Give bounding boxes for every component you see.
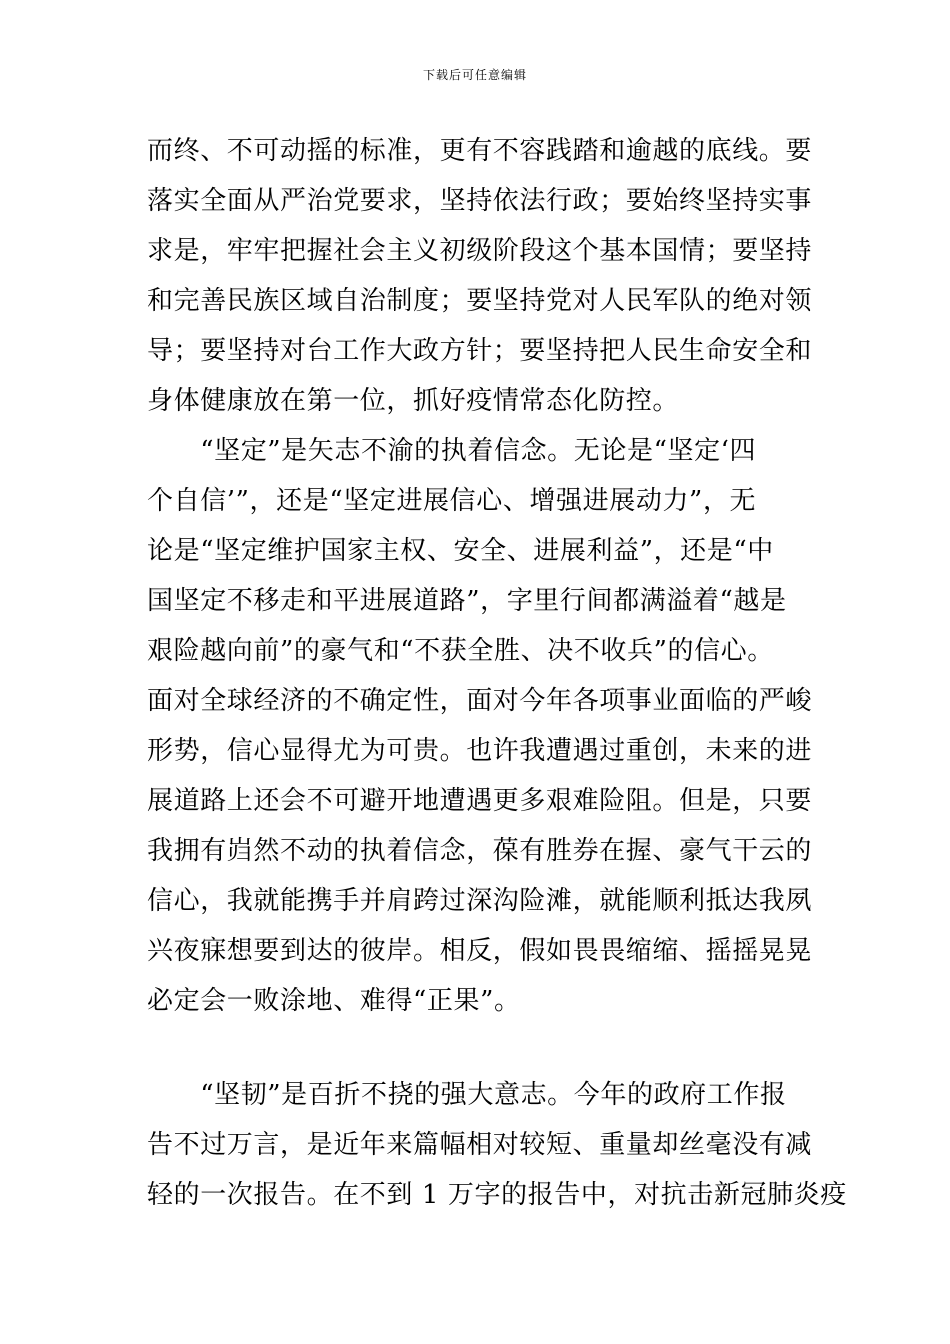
text-line: “坚韧”是百折不挠的强大意志。今年的政府工作报 <box>147 1080 787 1110</box>
text-line: 身体健康放在第一位，抓好疫情常态化防控。 <box>147 386 680 416</box>
text-line: 告不过万言，是近年来篇幅相对较短、重量却丝毫没有减 <box>147 1130 813 1160</box>
text-line: 个自信’”，还是“坚定进展信心、增强进展动力”，无 <box>147 486 757 516</box>
text-line: 形势，信心显得尤为可贵。也许我遭遇过重创，未来的进 <box>147 736 813 766</box>
text-line: 兴夜寐想要到达的彼岸。相反，假如畏畏缩缩、摇摇晃晃 <box>147 936 813 966</box>
text-line: 论是“坚定维护国家主权、安全、进展利益”，还是“中 <box>147 536 774 566</box>
text-line: 信心，我就能携手并肩跨过深沟险滩，就能顺利抵达我夙 <box>147 886 813 916</box>
text-line: 必定会一败涂地、难得“正果”。 <box>147 986 521 1016</box>
text-line: 求是，牢牢把握社会主义初级阶段这个基本国情；要坚持 <box>147 236 813 266</box>
text-line: 和完善民族区域自治制度；要坚持党对人民军队的绝对领 <box>147 286 813 316</box>
text-line: 面对全球经济的不确定性，面对今年各项事业面临的严峻 <box>147 686 813 716</box>
text-line: 艰险越向前”的豪气和“不获全胜、决不收兵”的信心。 <box>147 636 774 666</box>
text-line: “坚定”是矢志不渝的执着信念。无论是“坚定‘四 <box>147 436 757 466</box>
text-line: 落实全面从严治党要求，坚持依法行政；要始终坚持实事 <box>147 186 813 216</box>
text-line: 我拥有岿然不动的执着信念，葆有胜券在握、豪气干云的 <box>147 836 813 866</box>
text-line: 导；要坚持对台工作大政方针；要坚持把人民生命安全和 <box>147 336 813 366</box>
text-line: 国坚定不移走和平进展道路”，字里行间都满溢着“越是 <box>147 586 787 616</box>
text-line: 展道路上还会不可避开地遭遇更多艰难险阻。但是，只要 <box>147 786 813 816</box>
text-line: 而终、不可动摇的标准，更有不容践踏和逾越的底线。要 <box>147 136 813 166</box>
text-line: 轻的一次报告。在不到 1 万字的报告中，对抗击新冠肺炎疫 <box>147 1180 847 1210</box>
page-header: 下载后可任意编辑 <box>422 68 527 82</box>
